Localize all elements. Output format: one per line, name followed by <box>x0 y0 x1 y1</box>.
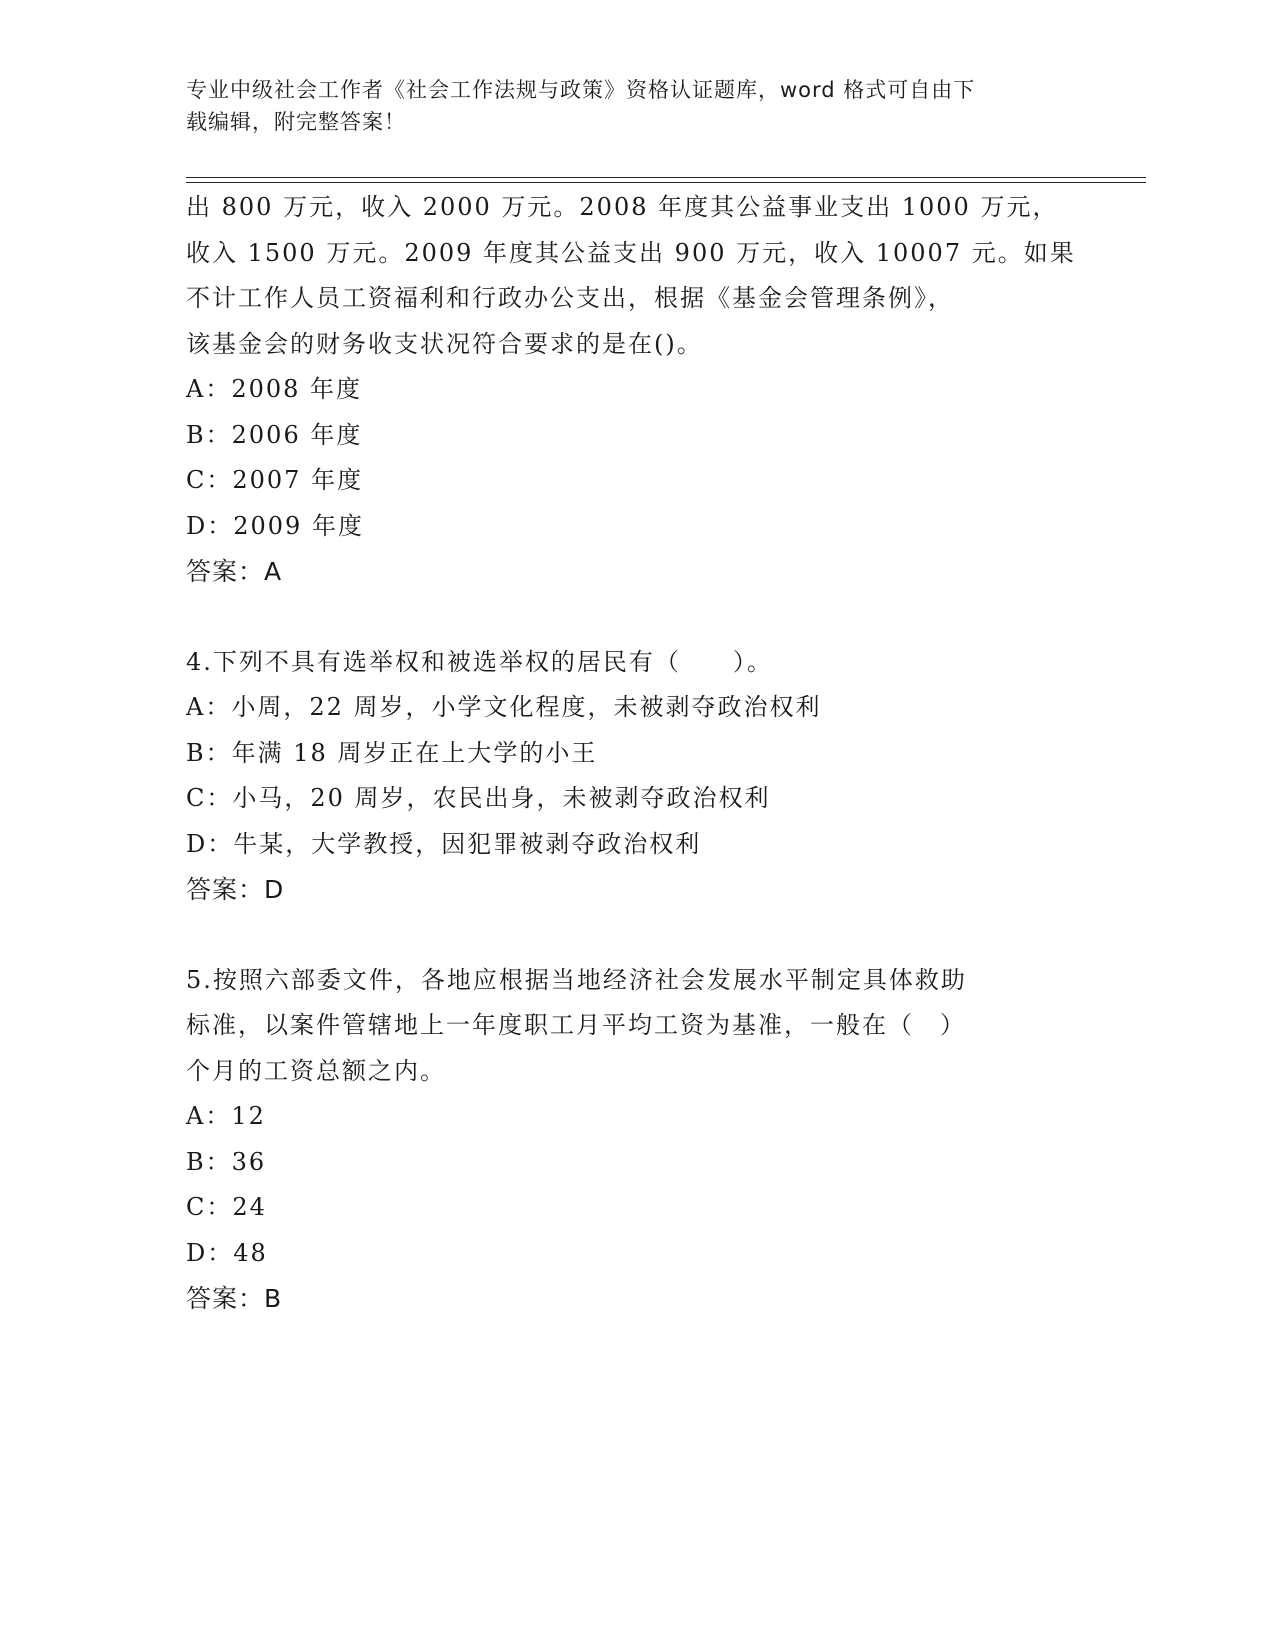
option-b: B：年满 18 周岁正在上大学的小王 <box>186 738 598 767</box>
document-header <box>186 74 1066 138</box>
option-c: C：小马，20 周岁，农民出身，未被剥夺政治权利 <box>186 784 771 812</box>
question-stem-line: 5.按照六部委文件，各地应根据当地经济社会发展水平制定具体救助 <box>186 965 967 994</box>
header-divider <box>186 182 1146 183</box>
question-4 <box>186 640 1086 913</box>
question-stem-line: 该基金会的财务收支状况符合要求的是在()。 <box>186 329 703 358</box>
answer-label: 答案：B <box>186 1284 283 1313</box>
question-stem-line: 收入 1500 万元。2009 年度其公益支出 900 万元，收入 10007 元。如果 <box>186 238 1076 267</box>
answer-label: 答案：A <box>186 557 283 586</box>
answer-label: 答案：D <box>186 875 285 904</box>
spacer <box>186 913 1086 958</box>
question-stem-line: 不计工作人员工资福利和行政办公支出，根据《基金会管理条例》， <box>186 284 954 312</box>
option-d: D：48 <box>186 1238 268 1267</box>
question-stem-line: 出 800 万元，收入 2000 万元。2008 年度其公益事业支出 1000 万元， <box>186 193 1059 221</box>
option-a: A：2008 年度 <box>186 375 363 403</box>
option-c: C：24 <box>186 1193 267 1221</box>
question-list <box>186 185 1086 1322</box>
header-line: 载编辑，附完整答案！ <box>186 110 406 134</box>
option-b: B：2006 年度 <box>186 420 363 449</box>
header-line: 专业中级社会工作者《社会工作法规与政策》资格认证题库，word 格式可自由下 <box>186 78 976 102</box>
question-stem-line: 标准，以案件管辖地上一年度职工月平均工资为基准，一般在（ ） <box>186 1011 966 1039</box>
question-5 <box>186 958 1086 1322</box>
question-3 <box>186 185 1086 595</box>
option-a: A：12 <box>186 1102 266 1130</box>
option-c: C：2007 年度 <box>186 466 364 494</box>
option-d: D：牛某，大学教授，因犯罪被剥夺政治权利 <box>186 829 702 858</box>
option-b: B：36 <box>186 1147 267 1176</box>
spacer <box>186 595 1086 640</box>
question-stem-line: 4.下列不具有选举权和被选举权的居民有（ ）。 <box>186 647 773 676</box>
question-stem-line: 个月的工资总额之内。 <box>186 1056 446 1085</box>
header-divider <box>186 177 1146 178</box>
option-a: A：小周，22 周岁，小学文化程度，未被剥夺政治权利 <box>186 693 822 721</box>
option-d: D：2009 年度 <box>186 511 364 540</box>
